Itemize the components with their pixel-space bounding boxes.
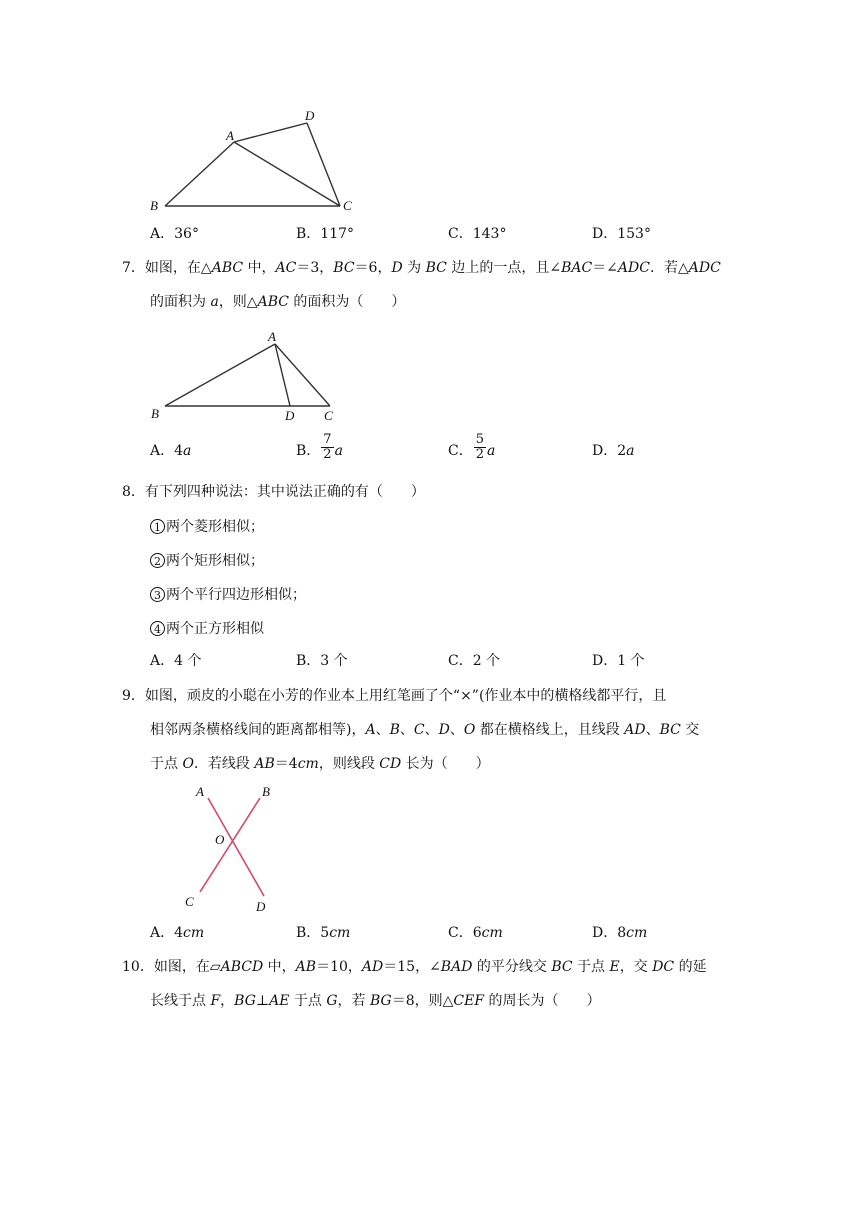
q7-option-c-fraction: $\frac{5}{2}$ [475,431,484,462]
q9-label-a: A [196,784,204,799]
q9-stem-line3: 于点 O．若线段 AB＝4cm，则线段 CD 长为（ ） [150,756,490,772]
q7-option-d[interactable]: D．2a [592,443,635,459]
q9-stem-line2: 相邻两条横格线间的距离都相等)，A、B、C、D、O 都在横格线上，且线段 AD、BC 交 [150,722,700,738]
q7-label-c: C [324,408,333,423]
q9-options [150,922,770,944]
q9-stem-line1: 9．如图，顽皮的小聪在小芳的作业本上用红笔画了个“×”(作业本中的横格线都平行，且 [122,688,667,704]
q6-option-d[interactable]: D．153° [592,226,651,242]
q8-option-c[interactable]: C．2 个 [448,653,501,669]
q9-label-o: O [215,832,225,847]
q6-label-c: C [343,198,352,213]
q7-figure [140,326,350,424]
q8-statement-1: 1 两个菱形相似； [150,516,264,538]
q8-statement-4: 4 两个正方形相似 [150,618,264,640]
q8-statement-3: 3 两个平行四边形相似； [150,584,306,606]
q8-option-b[interactable]: B．3 个 [296,653,348,669]
q6-options [150,223,770,245]
q6-label-d: D [305,108,315,123]
q7-options [150,431,770,470]
q6-label-a: A [226,128,234,143]
q7-label-a: A [268,329,276,344]
q7-option-b-fraction: $\frac{7}{2}$ [323,431,332,462]
q8-options [150,650,770,672]
q7-label-b: B [151,406,159,421]
q10-stem-line1: 10．如图，在▱ABCD 中，AB＝10，AD＝15，∠BAD 的平分线交 BC 于点 E，交 DC 的延 [122,959,707,975]
q9-label-c: C [185,894,194,909]
q9-option-c[interactable]: C．6cm [448,925,503,941]
q8-option-d[interactable]: D．1 个 [592,653,645,669]
q6-option-a[interactable]: A．36° [150,226,199,242]
q9-label-b: B [262,784,270,799]
q10-stem-line2: 长线于点 F，BG⊥AE 于点 G，若 BG＝8，则△CEF 的周长为（ ） [150,993,601,1009]
q6-figure [140,100,370,218]
q9-figure [180,784,290,916]
q9-option-a[interactable]: A．4cm [150,925,205,941]
q6-option-c[interactable]: C．143° [448,226,507,242]
q7-option-c[interactable]: C． $\frac{5}{2}$ a [448,431,496,462]
q8-stem: 8．有下列四种说法：其中说法正确的有（ ） [122,484,425,500]
q8-option-a[interactable]: A．4 个 [150,653,202,669]
q7-stem-line2: 的面积为 a，则△ABC 的面积为（ ） [150,294,406,310]
q7-option-b[interactable]: B． $\frac{7}{2}$ a [296,431,343,462]
q6-label-b: B [150,198,158,213]
q9-option-b[interactable]: B．5cm [296,925,351,941]
q6-option-b[interactable]: B．117° [296,226,355,242]
q7-stem-line1: 7．如图，在△ABC 中，AC＝3，BC＝6，D 为 BC 边上的一点，且∠BAC＝∠ADC．若△ADC [122,260,721,276]
q8-statement-2: 2 两个矩形相似； [150,550,264,572]
q9-label-d: D [256,899,266,914]
q7-option-a[interactable]: A．4a [150,443,192,459]
q9-option-d[interactable]: D．8cm [592,925,648,941]
q7-label-d: D [285,408,295,423]
